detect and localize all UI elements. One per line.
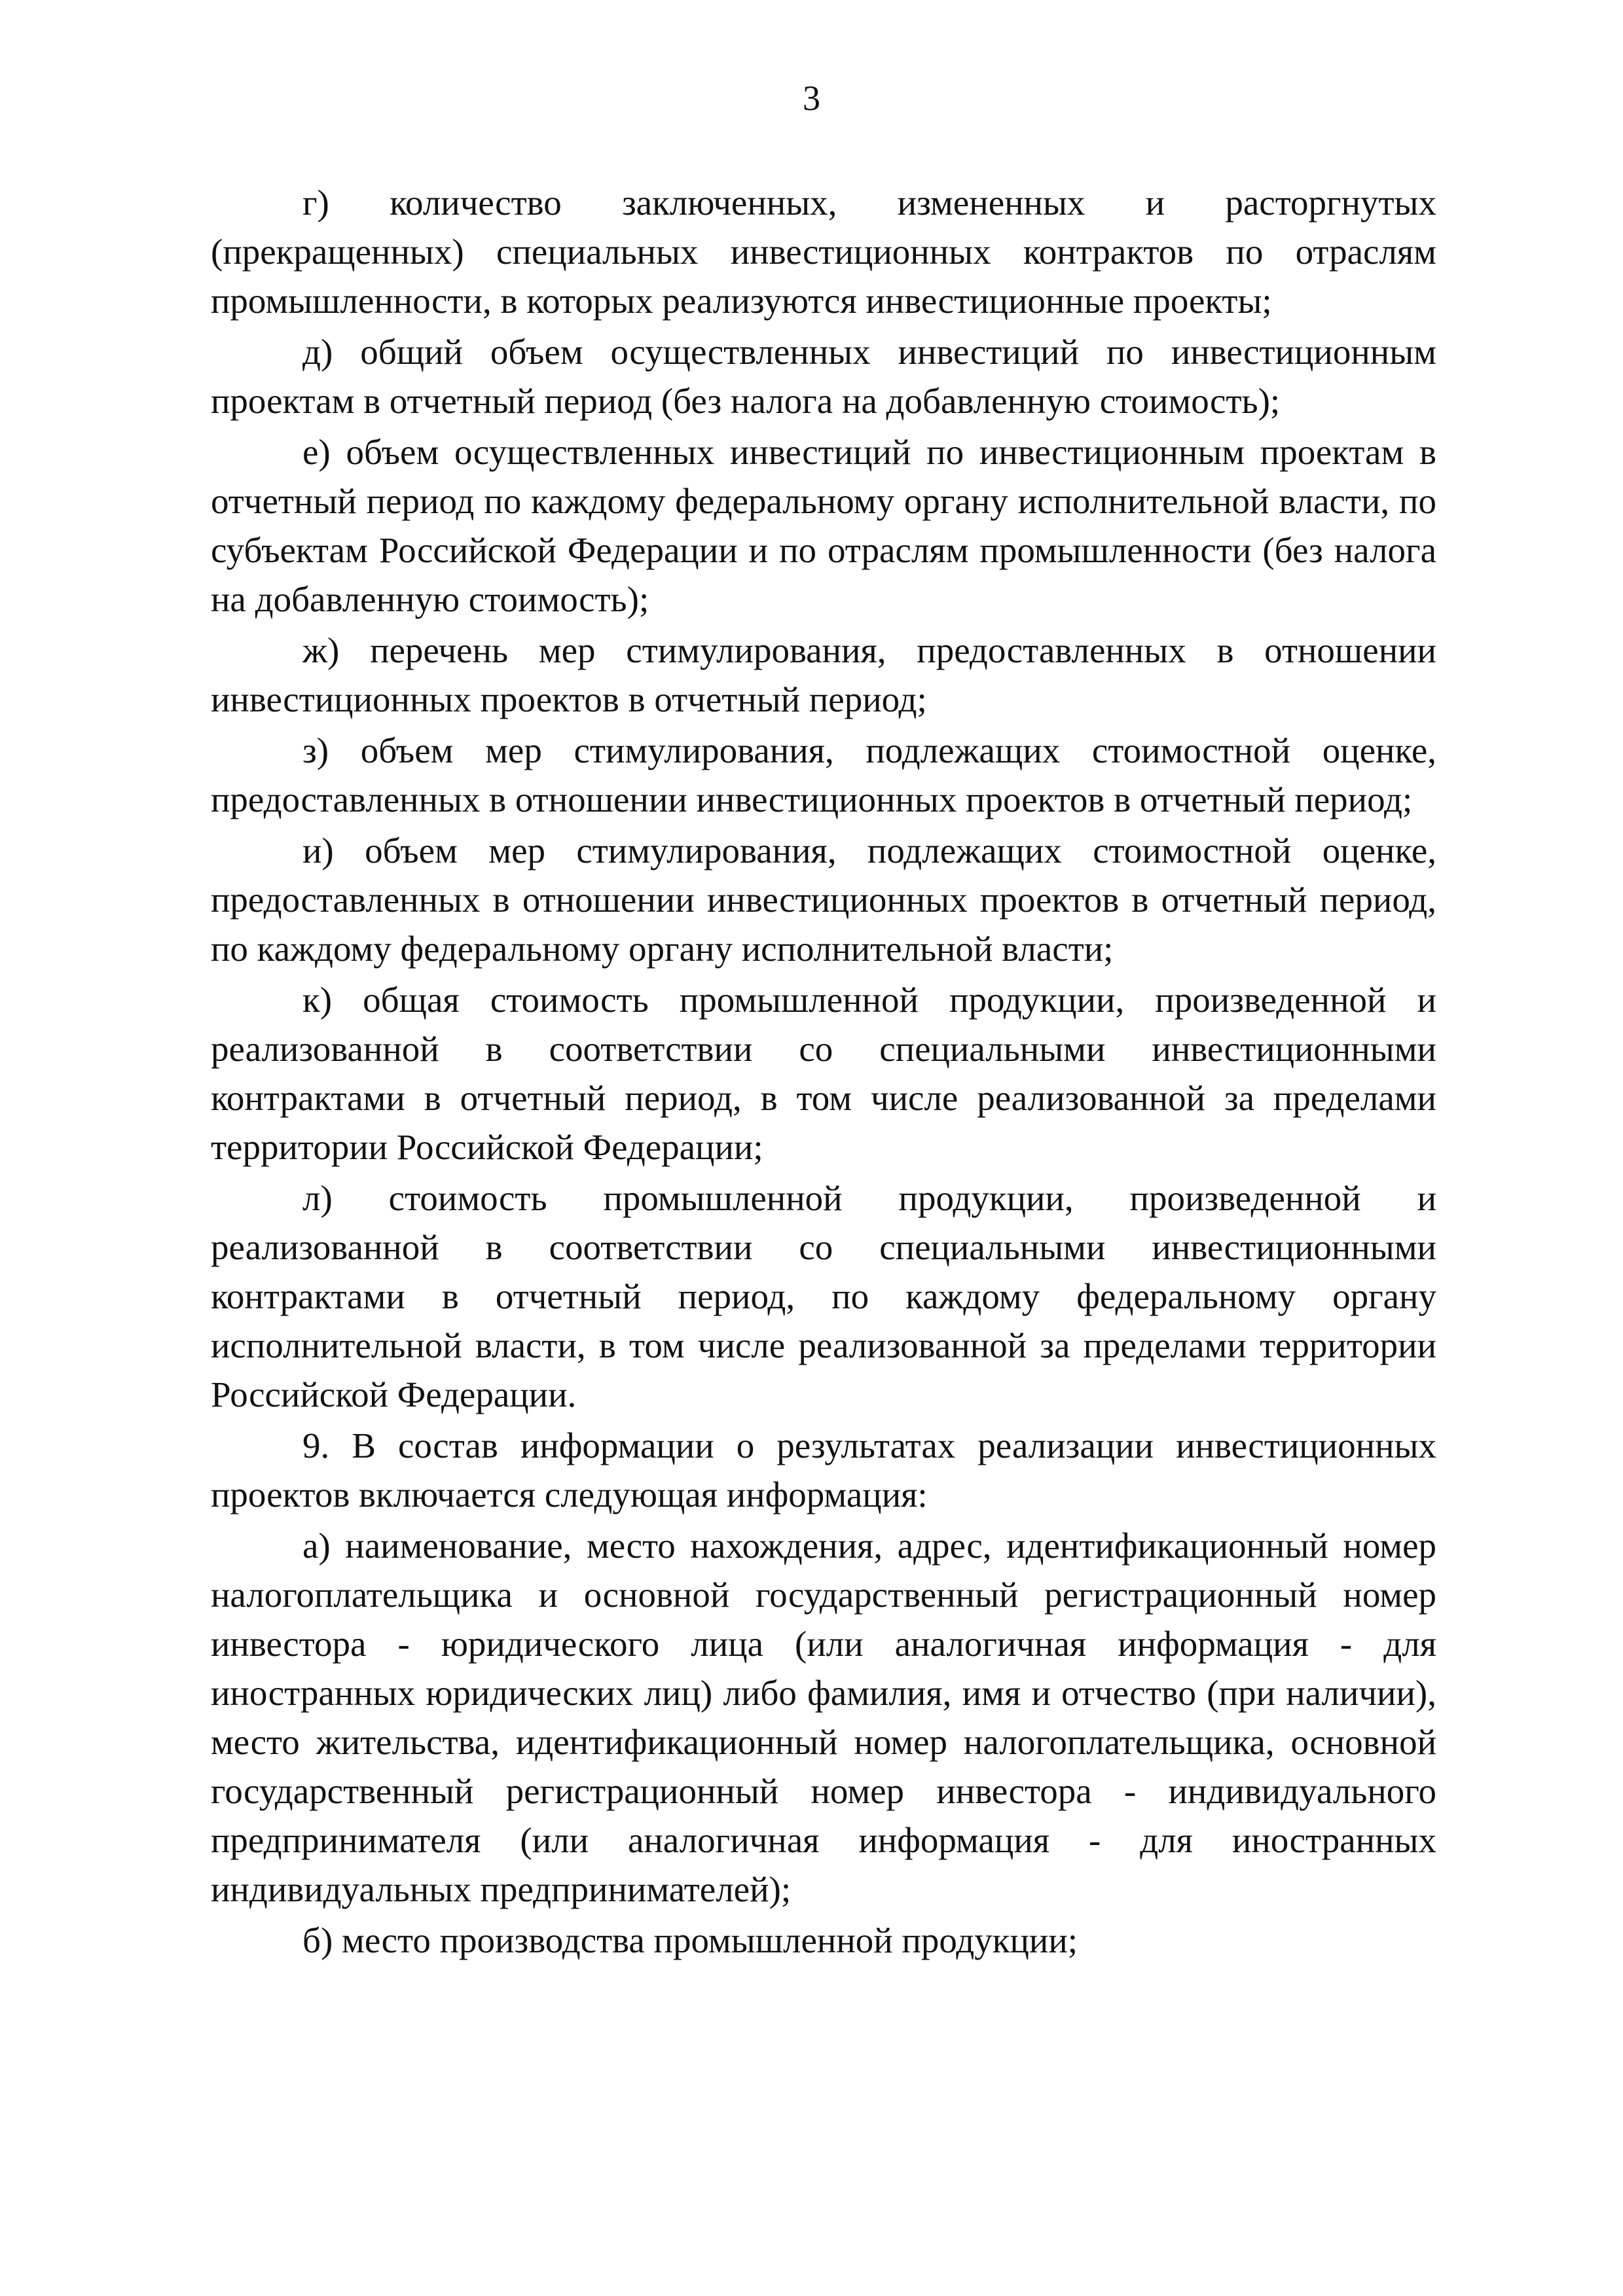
paragraph-l: л) стоимость промышленной продукции, произведенной и реализованной в соответствии со специальными инвестиционными контрактами в отчетный период, по каждому федеральному органу исполнительной власти, в том числе реализованной за пределами территории Российской Федерации.	[211, 1178, 1436, 1414]
paragraph-item-9: 9. В состав информации о результатах реализации инвестиционных проектов включается следующая информация:	[211, 1426, 1436, 1515]
paragraph-b: б) место производства промышленной продукции;	[302, 1920, 1078, 1960]
paragraph-k: к) общая стоимость промышленной продукции, произведенной и реализованной в соответствии со специальными инвестиционными контрактами в отчетный период, в том числе реализованной за пределами территории Российской Федерации;	[211, 980, 1436, 1167]
paragraph-e: е) объем осуществленных инвестиций по инвестиционным проектам в отчетный период по каждому федеральному органу исполнительной власти, по субъектам Российской Федерации и по отраслям промышленности (без налога на добавленную стоимость);	[211, 432, 1436, 619]
paragraph-g: г) количество заключенных, измененных и расторгнутых (прекращенных) специальных инвестиционных контрактов по отраслям промышленности, в которых реализуются инвестиционные проекты;	[211, 183, 1436, 321]
paragraph-z: з) объем мер стимулирования, подлежащих стоимостной оценке, предоставленных в отношении инвестиционных проектов в отчетный период;	[211, 730, 1436, 819]
document-body	[211, 178, 1436, 1967]
paragraph-zh: ж) перечень мер стимулирования, предоставленных в отношении инвестиционных проектов в отчетный период;	[211, 630, 1436, 719]
page-number: 3	[803, 79, 820, 118]
paragraph-i: и) объем мер стимулирования, подлежащих стоимостной оценке, предоставленных в отношении инвестиционных проектов в отчетный период, по каждому федеральному органу исполнительной власти;	[211, 831, 1436, 969]
paragraph-d: д) общий объем осуществленных инвестиций по инвестиционным проектам в отчетный период (без налога на добавленную стоимость);	[211, 332, 1436, 421]
paragraph-a: а) наименование, место нахождения, адрес, идентификационный номер налогоплательщика и основной государственный регистрационный номер инвестора - юридического лица (или аналогичная информация - для иностранных юридических лиц) либо фамилия, имя и отчество (при наличии), место жительства, идентификационный номер налогоплательщика, основной государственный регистрационный номер инвестора - индивидуального предпринимателя (или аналогичная информация - для иностранных индивидуальных предпринимателей);	[211, 1526, 1436, 1909]
